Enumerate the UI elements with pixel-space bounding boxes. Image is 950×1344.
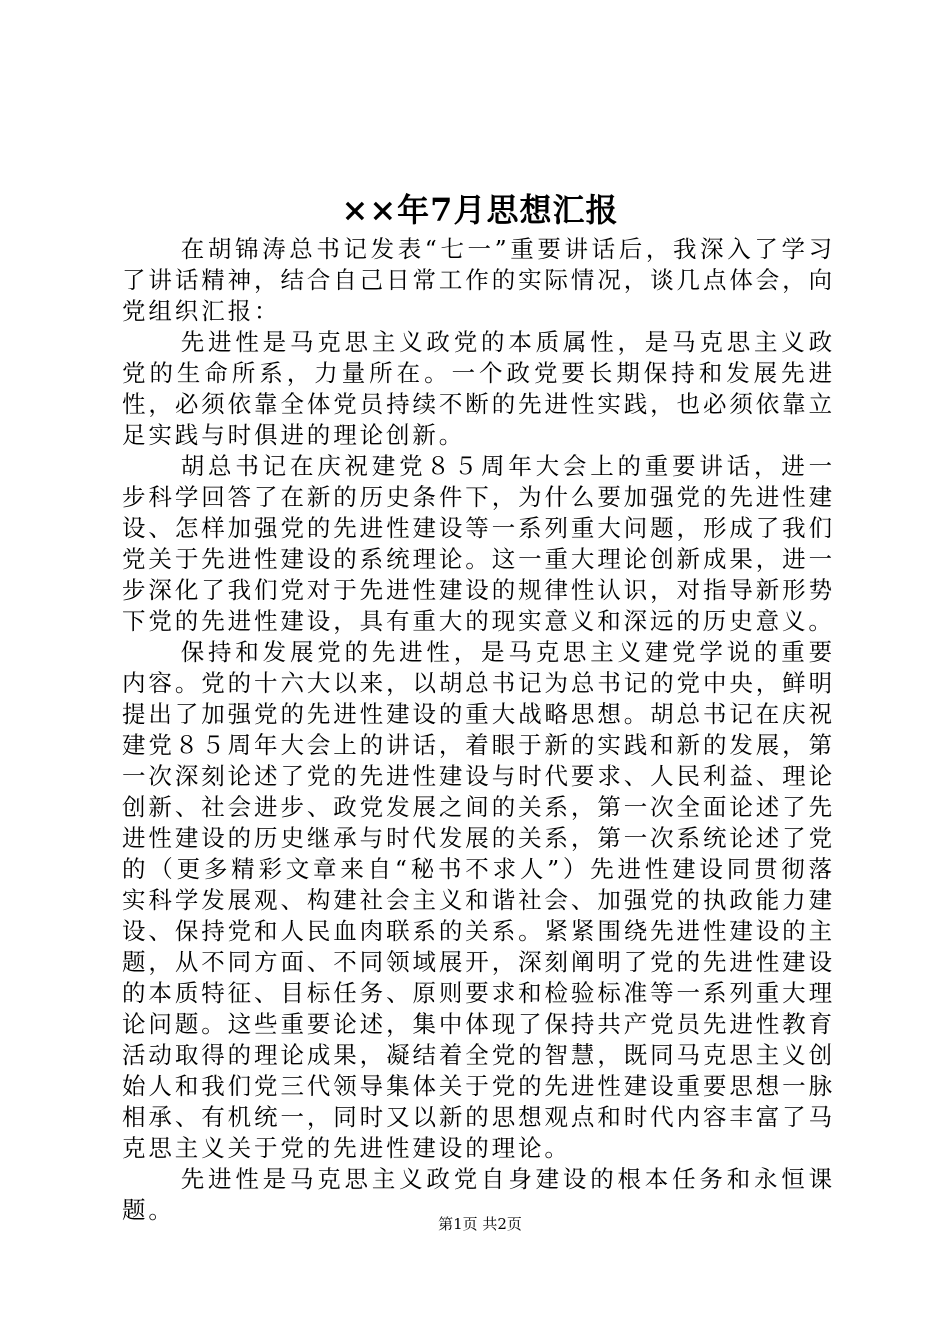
paragraph: 先进性是马克思主义政党自身建设的根本任务和永恒课题。: [122, 1165, 835, 1224]
paragraph: 胡总书记在庆祝建党８５周年大会上的重要讲话，进一步科学回答了在新的历史条件下，为什么要加强党的先进性建设、怎样加强党的先进性建设等一系列重大问题，形成了我们党关于先进性建设的系统理论。这一重大理论创新成果，进一步深化了我们党对于先进性建设的规律性认识，对指导新形势下党的先进性建设，具有重大的现实意义和深远的历史意义。: [122, 452, 835, 635]
document-body: [122, 234, 835, 1226]
page-title: ××年7月思想汇报: [341, 191, 619, 229]
paragraph: 保持和发展党的先进性，是马克思主义建党学说的重要内容。党的十六大以来，以胡总书记为总书记的党中央，鲜明提出了加强党的先进性建设的重大战略思想。胡总书记在庆祝建党８５周年大会上的讲话，着眼于新的实践和新的发展，第一次深刻论述了党的先进性建设与时代要求、人民利益、理论创新、社会进步、政党发展之间的关系，第一次全面论述了先进性建设的历史继承与时代发展的关系，第一次系统论述了党的（更多精彩文章来自“秘书不求人”）先进性建设同贯彻落实科学发展观、构建社会主义和谐社会、加强党的执政能力建设、保持党和人民血肉联系的关系。紧紧围绕先进性建设的主题，从不同方面、不同领域展开，深刻阐明了党的先进性建设的本质特征、目标任务、原则要求和检验标准等一系列重大理论问题。这些重要论述，集中体现了保持共产党员先进性教育活动取得的理论成果，凝结着全党的智慧，既同马克思主义创始人和我们党三代领导集体关于党的先进性建设重要思想一脉相承、有机统一，同时又以新的思想观点和时代内容丰富了马克思主义关于党的先进性建设的理论。: [122, 638, 835, 1162]
page-footer: 第1页 共2页: [438, 1215, 522, 1233]
paragraph: 先进性是马克思主义政党的本质属性，是马克思主义政党的生命所系，力量所在。一个政党要长期保持和发展先进性，必须依靠全体党员持续不断的先进性实践，也必须依靠立足实践与时俱进的理论创新。: [122, 328, 835, 449]
paragraph: 在胡锦涛总书记发表“七一”重要讲话后，我深入了学习了讲话精神，结合自己日常工作的实际情况，谈几点体会，向党组织汇报：: [122, 235, 835, 325]
